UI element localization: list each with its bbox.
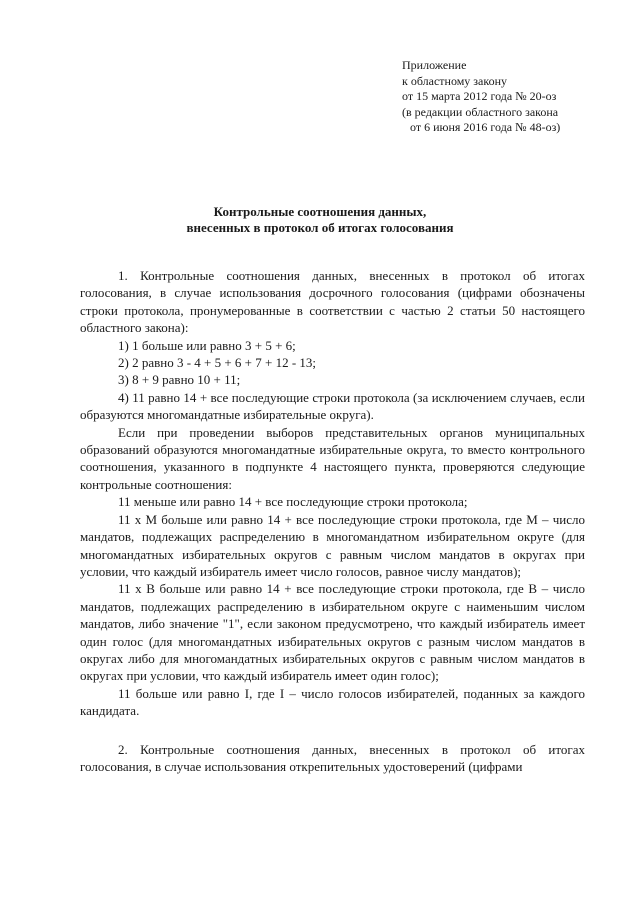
- title-line: Контрольные соотношения данных,: [213, 204, 427, 219]
- paragraph: 11 x M больше или равно 14 + все последующие строки протокола, где M – число мандатов, подлежащих распределению в многомандатном избирательном округе (для многомандатных избирательных округов с равным числом мандатов в округах при условии, что каждый избиратель имеет число голосов, равное числу мандатов);: [80, 511, 585, 579]
- annex-line: от 6 июня 2016 года № 48-оз): [410, 120, 561, 135]
- annex-line: Приложение: [402, 58, 467, 72]
- annex-line: к областному закону: [402, 73, 508, 88]
- paragraph: 1. Контрольные соотношения данных, внесенных в протокол об итогах голосования, в случае использования досрочного голосования (цифрами обозначены строки протокола, пронумерованные в соответствии с частью 2 статьи 50 настоящего областного закона):: [80, 268, 585, 336]
- title-line: внесенных в протокол об итогах голосования: [186, 220, 454, 235]
- paragraph: 11 больше или равно I, где I – число голосов избирателей, поданных за каждого кандидата.: [80, 685, 585, 719]
- paragraph: 4) 11 равно 14 + все последующие строки протокола (за исключением случаев, если образуются многомандатные избирательные округа).: [80, 389, 585, 423]
- annex-line: (в редакции областного закона: [402, 104, 559, 119]
- paragraph: 11 x B больше или равно 14 + все последующие строки протокола, где B – число мандатов, подлежащих распределению в избирательном округе с наименьшим числом мандатов, либо значение "1", если законом предусмотрено, что каждый избиратель имеет один голос (для многомандатных избирательных округов с разным числом мандатов в округах либо для многомандатных избирательных округов с равным числом мандатов в округах при условии, что каждый избиратель имеет один голос);: [80, 581, 585, 684]
- document-title: [80, 204, 560, 236]
- annex-header: [402, 58, 632, 136]
- paragraph: 3) 8 + 9 равно 10 + 11;: [118, 372, 241, 388]
- paragraph: 11 меньше или равно 14 + все последующие строки протокола;: [118, 494, 468, 510]
- paragraph: 2. Контрольные соотношения данных, внесенных в протокол об итогах голосования, в случае использования открепительных удостоверений (цифрами: [80, 741, 585, 774]
- annex-line: от 15 марта 2012 года № 20-оз: [402, 89, 557, 104]
- paragraph: 1) 1 больше или равно 3 + 5 + 6;: [118, 337, 296, 353]
- paragraph: Если при проведении выборов представительных органов муниципальных образований образуются многомандатные избирательные округа, то вместо контрольного соотношения, указанного в подпункте 4 настоящего пункта, проверяются следующие контрольные соотношения:: [80, 424, 585, 492]
- document-body: [80, 267, 585, 775]
- paragraph: 2) 2 равно 3 - 4 + 5 + 6 + 7 + 12 - 13;: [118, 355, 317, 371]
